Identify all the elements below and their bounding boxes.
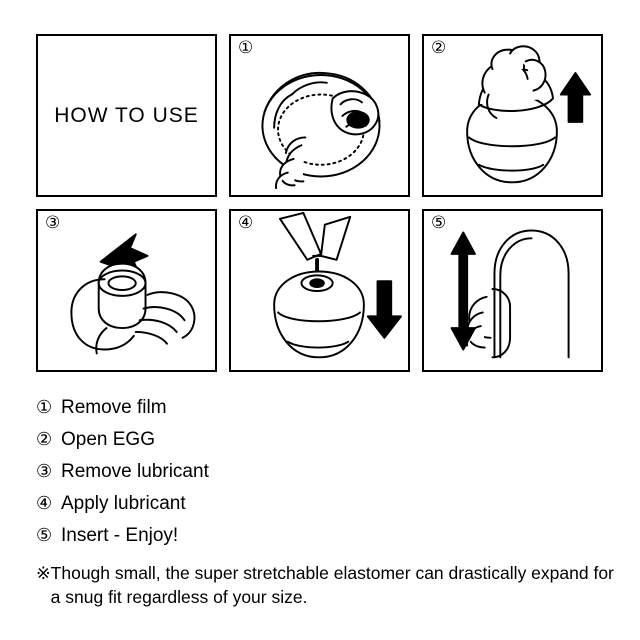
footnote-text: Though small, the super stretchable elastomer can drastically expand for a snug fit regardless of your size. <box>50 563 614 607</box>
step-label: Apply lubricant <box>61 493 186 514</box>
panel-number: ⑤ <box>431 213 447 232</box>
step-marker: ④ <box>36 493 53 513</box>
panel-number: ④ <box>238 213 254 232</box>
remove-film-illustration <box>231 36 408 195</box>
list-item <box>36 398 606 417</box>
list-item <box>36 430 606 449</box>
footnote-mark: ※ <box>36 563 51 583</box>
step-label: Insert - Enjoy! <box>61 525 179 546</box>
step-label: Remove lubricant <box>61 461 209 482</box>
how-to-use-title-panel <box>36 34 217 197</box>
panel-open-egg <box>422 34 603 197</box>
illustration-row-2 <box>36 209 604 372</box>
step-marker: ③ <box>36 461 53 481</box>
panel-insert-enjoy <box>422 209 603 372</box>
steps-list <box>36 398 606 558</box>
open-egg-illustration <box>424 36 601 195</box>
page-title: HOW TO USE <box>54 103 199 127</box>
panel-number: ③ <box>45 213 61 232</box>
panel-number: ② <box>431 38 447 57</box>
step-label: Remove film <box>61 397 167 418</box>
step-marker: ② <box>36 429 53 449</box>
list-item <box>36 526 606 545</box>
step-marker: ① <box>36 397 53 417</box>
illustration-grid <box>36 34 604 384</box>
illustration-row-1 <box>36 34 604 197</box>
list-item <box>36 462 606 481</box>
panel-remove-film <box>229 34 410 197</box>
panel-apply-lubricant <box>229 209 410 372</box>
panel-remove-lubricant <box>36 209 217 372</box>
remove-lubricant-illustration <box>38 211 215 370</box>
list-item <box>36 494 606 513</box>
insert-enjoy-illustration <box>424 211 601 370</box>
panel-number: ① <box>238 38 254 57</box>
apply-lubricant-illustration <box>231 211 408 370</box>
step-marker: ⑤ <box>36 525 53 545</box>
footnote <box>36 562 614 609</box>
step-label: Open EGG <box>61 429 155 450</box>
